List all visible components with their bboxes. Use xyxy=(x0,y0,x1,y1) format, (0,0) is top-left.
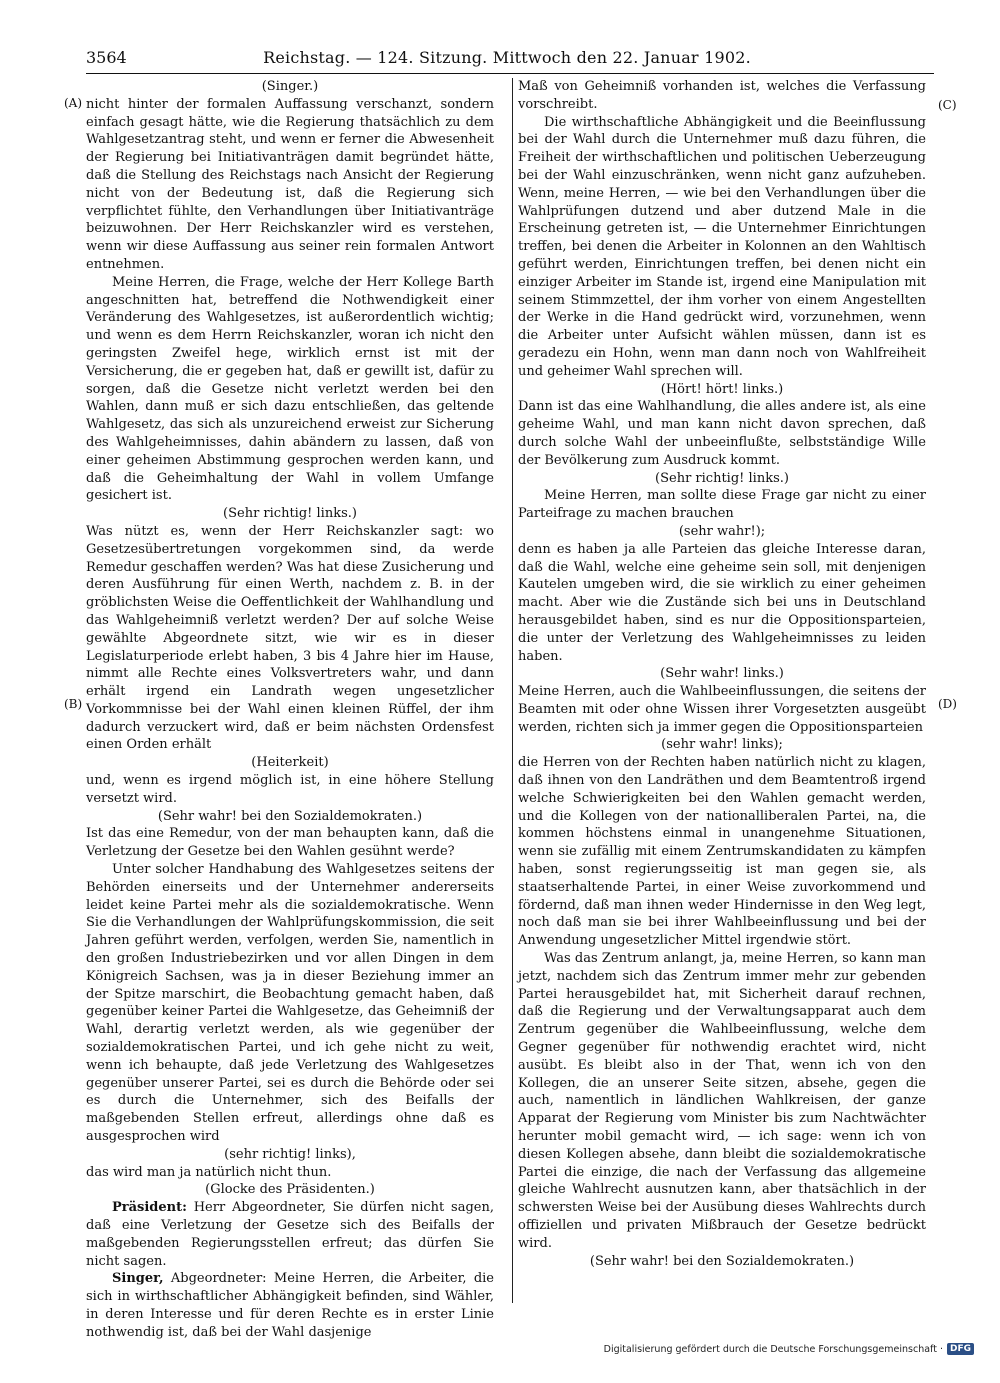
paragraph xyxy=(518,754,926,950)
paragraph xyxy=(518,78,926,114)
paragraph-text: (Sehr wahr! bei den Sozialdemokraten.) xyxy=(589,1253,855,1269)
footer-text: Digitalisierung gefördert durch die Deutsche Forschungsgemeinschaft · xyxy=(603,1343,943,1355)
paragraph-text: Meine Herren, auch die Wahlbeeinflussungen, die seitens der Beamten mit oder ohne Wissen ihrer Vorgesetzten ausgeübt werden, richten sich ja immer gegen die Oppositionsparteien xyxy=(518,684,926,735)
left-column xyxy=(86,78,494,1342)
paragraph-text: und, wenn es irgend möglich ist, in eine höhere Stellung versetzt wird. xyxy=(86,773,494,806)
paragraph xyxy=(86,825,494,861)
paragraph-text: nicht hinter der formalen Auffassung verschanzt, sondern einfach gesagt hätte, wie die Regierung thatsächlich zu dem Wahlgesetzantrag steht, und wenn er ferner die Abwesenheit der Regierung bei Initiativanträgen damit begründet hätte, daß die Stellung des Reichstags nach Ansicht der Regierung nicht von der Bedeutung ist, daß die Regierung sich verpflichtet fühlte, den Verhandlungen über Initiativanträge beizuwohnen. Der Herr Reichskanzler wird es verstehen, wenn wir diese Auffassung aus seiner rein formalen Antwort entnehmen. xyxy=(86,96,494,272)
paragraph xyxy=(518,541,926,666)
paragraph xyxy=(518,114,926,381)
speaker-name: Präsident: xyxy=(112,1200,187,1216)
paragraph-text: Die wirthschaftliche Abhängigkeit und die Beeinflussung bei der Wahl durch die Unternehmer muß dazu führen, die Freiheit der wirthschaftlichen und politischen Ueberzeugung bei der Wahl einzuschränken, wenn nicht ganz aufzuheben. Wenn, meine Herren, — wie bei den Verhandlungen über die Wahlprüfungen dutzend und aber dutzend Male in die Erscheinung getreten ist, — die Unternehmer Einrichtungen treffen, bei denen die Arbeiter in Kolonnen an den Wahltisch geführt werden, Einrichtungen treffen, bei denen nicht ein einziger Arbeiter im Stande ist, irgend eine Manipulation mit seinem Stimmzettel, der ihm vorher von einem Angestellten der Werke in die Hand gedrückt wird, vorzunehmen, wenn die Arbeiter unter Aufsicht wählen müssen, dann ist es geradezu ein Hohn, wenn man dann noch von Wahlfreiheit und geheimer Wahl sprechen will. xyxy=(518,114,926,379)
paragraph-text: (Sehr wahr! links.) xyxy=(660,666,784,682)
paragraph xyxy=(518,398,926,469)
interjection xyxy=(518,523,926,541)
paragraph-text: Ist das eine Remedur, von der man behaupten kann, daß die Verletzung der Gesetze bei den Wahlen gesühnt werde? xyxy=(86,826,494,860)
dfg-logo: DFG xyxy=(947,1343,974,1355)
page-header xyxy=(86,48,928,70)
paragraph xyxy=(86,1270,494,1341)
paragraph xyxy=(86,772,494,808)
margin-mark-d: (D) xyxy=(938,697,957,711)
margin-mark-b: (B) xyxy=(64,697,83,711)
page-running-title: Reichstag. — 124. Sitzung. Mittwoch den 22. Januar 1902. xyxy=(263,48,751,67)
paragraph xyxy=(86,96,494,274)
interjection xyxy=(86,808,494,826)
paragraph-text: (Sehr richtig! links.) xyxy=(223,506,357,522)
right-column xyxy=(518,78,926,1270)
paragraph xyxy=(86,1164,494,1182)
interjection xyxy=(518,470,926,488)
paragraph-text: Abgeordneter: Meine Herren, die Arbeiter, die sich in wirthschaftlicher Abhängigkeit befinden, sind Wähler, in deren Interesse und für deren Rechte es in erster Linie nothwendig ist, daß bei der Wahl dasjenige xyxy=(86,1271,494,1340)
paragraph xyxy=(518,487,926,523)
paragraph-text: Meine Herren, die Frage, welche der Herr Kollege Barth angeschnitten hat, betreffend die Nothwendigkeit einer Veränderung des Wahlgesetzes, ist außerordentlich wichtig; und wenn es dem Herrn Reichskanzler, woran ich nicht den geringsten Zweifel hege, wirklich ernst ist mit der Versicherung, die er gegeben hat, daß er gewillt ist, dafür zu sorgen, daß die Gesetze nicht verletzt werden bei den Wahlen, dann muß er sich dazu entschließen, das geltende Wahlgesetz, das sich als unzureichend erweist zur Sicherung des Wahlgeheimnisses, dahin abändern zu lassen, daß von einer geheimen Abstimmung gesprochen werden kann, und daß die Geheimhaltung der Wahl in vollem Umfange gesichert ist. xyxy=(86,274,494,504)
column-divider xyxy=(512,78,513,1303)
paragraph-text: Unter solcher Handhabung des Wahlgesetzes seitens der Behörden einerseits und der Unternehmer andererseits leidet keine Partei mehr als die sozialdemokratische. Wenn Sie die Verhandlungen der Wahlprüfungskommission, die seit Jahren geführt werden, verfolgen, werden Sie, namentlich in den großen Industriebezirken und vor allen Dingen in dem Königreich Sachsen, was ja in dieser Beziehung immer an der Spitze marschirt, die Beobachtung gemacht haben, daß gegenüber keiner Partei die Wahlgesetze, das Geheimniß der Wahl, derartig verletzt werden, als wie gegenüber der sozialdemokratischen Partei, und ich gehe nicht zu weit, wenn ich behaupte, daß jede Verletzung des Wahlgesetzes gegenüber unserer Partei, sei es durch die Behörde oder sei es durch die Unternehmer, sich des Beifalls der maßgebenden Stellen erfreut, allerdings ohne daß es ausgesprochen wird xyxy=(86,862,494,1145)
margin-mark-a: (A) xyxy=(64,96,83,110)
digitization-footer xyxy=(604,1343,974,1355)
interjection xyxy=(518,1253,926,1271)
paragraph xyxy=(518,683,926,736)
paragraph-text: Maß von Geheimniß vorhanden ist, welches die Verfassung vorschreibt. xyxy=(518,79,926,112)
interjection xyxy=(86,78,494,96)
paragraph-text: Was das Zentrum anlangt, ja, meine Herren, so kann man jetzt, nachdem sich das Zentrum immer mehr zur gebenden Partei herausgebildet hat, mit Sicherheit darauf rechnen, daß die Regierung und der Verwaltungsapparat auch dem Zentrum gegenüber die Wahlbeeinflussung, welche dem Gegner gegenüber für nothwendig erachtet wird, nicht ausübt. Es bleibt also in der That, wenn ich von den Kollegen, die an unserer Seite sitzen, absehe, gegen die auch, namentlich in ländlichen Wahlkreisen, der ganze Apparat der Regierung vom Minister bis zum Nachtwächter herunter mobil gemacht wird, — ich sage: wenn ich von diesen Kollegen absehe, dann bleibt die sozialdemokratische Partei die einzige, die nach der Verfassung das allgemeine gleiche Wahlrecht ausnutzen kann, aber thatsächlich in der schwersten Weise bei der Ausübung dieses Wahlrechts durch offiziellen und privaten Mißbrauch der Gesetze bedrückt wird. xyxy=(518,951,926,1251)
paragraph xyxy=(86,1199,494,1270)
paragraph-text: (sehr wahr! links); xyxy=(661,737,783,753)
paragraph xyxy=(86,523,494,754)
paragraph xyxy=(86,861,494,1146)
interjection xyxy=(86,1181,494,1199)
interjection xyxy=(518,736,926,754)
header-rule xyxy=(86,73,934,74)
paragraph-text: (Heiterkeit) xyxy=(251,755,329,771)
interjection xyxy=(518,665,926,683)
paragraph-text: Was nützt es, wenn der Herr Reichskanzler sagt: wo Gesetzesübertretungen vorgekommen sind, da werde Remedur geschaffen werden? Was hat diese Zusicherung und deren Ausführung für einen Werth, nachdem z. B. in der gröblichsten Weise die Oeffentlichkeit der Wahlhandlung und das Wahlgeheimniß verletzt werden? Der auf solche Weise gewählte Abgeordnete sitzt, wie wir es in dieser Legislaturperiode erlebt haben, 3 bis 4 Jahre hier im Hause, nimmt alle Rechte eines Volksvertreters wahr, und dann erhält irgend ein Landrath wegen ungesetzlicher Vorkommnisse bei der Wahl einen kleinen Rüffel, der ihm dadurch verzuckert wird, daß er beim nächsten Ordensfest einen Orden erhält xyxy=(86,523,494,753)
paragraph-text: (Singer.) xyxy=(261,79,319,94)
interjection xyxy=(86,1146,494,1164)
page-number: 3564 xyxy=(86,48,127,67)
paragraph xyxy=(86,274,494,505)
paragraph-text: Herr Abgeordneter, Sie dürfen nicht sagen, daß eine Verletzung der Gesetze sich des Beifalls der maßgebenden Regierungsstellen erfreut; das dürfen Sie nicht sagen. xyxy=(86,1200,494,1269)
paragraph-text: (sehr wahr!); xyxy=(678,523,766,539)
paragraph-text: Dann ist das eine Wahlhandlung, die alles andere ist, als eine geheime Wahl, und man kann nicht davon sprechen, daß durch solche Wahl der unbeeinflußte, selbstständige Wille der Bevölkerung zum Ausdruck kommt. xyxy=(518,399,926,468)
interjection xyxy=(86,754,494,772)
speaker-name: Singer, xyxy=(112,1271,164,1287)
margin-mark-c: (C) xyxy=(938,98,957,112)
paragraph-text: (Sehr richtig! links.) xyxy=(655,470,789,486)
paragraph-text: die Herren von der Rechten haben natürlich nicht zu klagen, daß ihnen von den Landräthen und dem Beamtentroß irgend welche Schwierigkeiten bei den Wahlen gemacht werden, und die Kollegen von der nationalliberalen Partei, na, die kommen höchstens einmal in unangenehme Situationen, wenn sie zufällig mit einem Zentrumskandidaten zu kämpfen haben, sonst regierungsseitig ist man gegen sie, als staatserhaltende Partei, in einer Weise zuvorkommend und fördernd, daß man ihnen weder Hindernisse in den Weg legt, noch daß man sie bei ihrer Wahlbeeinflussung und bei der Anwendung ungesetzlicher Mittel irgendwie stört. xyxy=(518,755,926,949)
paragraph-text: (Sehr wahr! bei den Sozialdemokraten.) xyxy=(157,808,423,824)
paragraph-text: das wird man ja natürlich nicht thun. xyxy=(86,1164,332,1180)
paragraph-text: (Hört! hört! links.) xyxy=(660,381,784,397)
paragraph-text: (Glocke des Präsidenten.) xyxy=(205,1182,375,1198)
paragraph xyxy=(518,950,926,1253)
paragraph-text: (sehr richtig! links), xyxy=(224,1146,356,1162)
paragraph-text: denn es haben ja alle Parteien das gleiche Interesse daran, daß die Wahl, welche eine geheime sein soll, mit denjenigen Kautelen umgeben wird, die sie wirklich zu einer geheimen macht. Aber wie die Zustände sich bei uns in Deutschland herausgebildet haben, sind es nur die Oppositionsparteien, die unter der Verletzung des Wahlgeheimnisses zu leiden haben. xyxy=(518,541,926,664)
paragraph-text: Meine Herren, man sollte diese Frage gar nicht zu einer Parteifrage zu machen brauchen xyxy=(518,488,926,522)
interjection xyxy=(518,381,926,399)
interjection xyxy=(86,505,494,523)
